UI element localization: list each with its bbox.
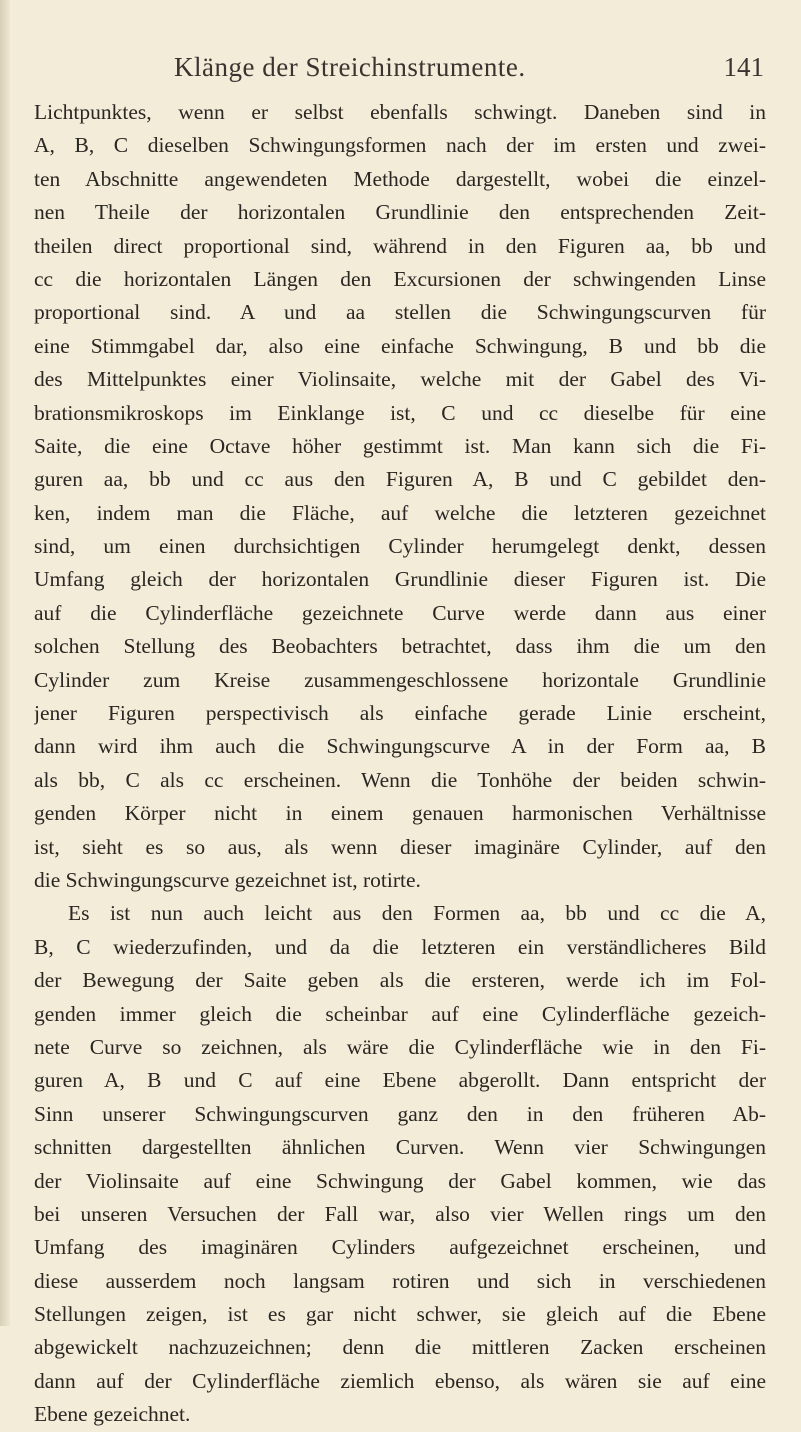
text-line: ten Abschnitte angewendeten Methode dargestellt, wobei die einzel-	[34, 166, 766, 191]
paragraph-end-line: die Schwingungscurve gezeichnet ist, rotirte.	[34, 867, 421, 892]
body-text	[34, 96, 766, 1432]
text-line: guren aa, bb und cc aus den Figuren A, B und C gebildet den-	[34, 467, 766, 492]
text-line: Umfang des imaginären Cylinders aufgezeichnet erscheinen, und	[34, 1235, 766, 1260]
text-line: Lichtpunktes, wenn er selbst ebenfalls schwingt. Daneben sind in	[34, 100, 766, 124]
page-edge	[0, 0, 10, 1326]
text-line: jener Figuren perspectivisch als einfache gerade Linie erscheint,	[34, 701, 766, 726]
text-line: genden Körper nicht in einem genauen harmonischen Verhältnisse	[34, 801, 766, 826]
text-line: dann wird ihm auch die Schwingungscurve A in der Form aa, B	[34, 734, 766, 759]
text-line: nen Theile der horizontalen Grundlinie den entsprechenden Zeit-	[34, 200, 766, 225]
text-line: ken, indem man die Fläche, auf welche die letzteren gezeichnet	[34, 500, 766, 525]
text-line: nete Curve so zeichnen, als wäre die Cylinderfläche wie in den Fi-	[34, 1034, 766, 1059]
running-title: Klänge der Streichinstrumente.	[174, 52, 526, 82]
text-line: abgewickelt nachzuzeichnen; denn die mittleren Zacken erscheinen	[34, 1335, 766, 1360]
text-line: A, B, C dieselben Schwingungsformen nach der im ersten und zwei-	[34, 133, 766, 158]
text-line: ist, sieht es so aus, als wenn dieser imaginäre Cylinder, auf den	[34, 834, 766, 859]
text-line: als bb, C als cc erscheinen. Wenn die Tonhöhe der beiden schwin-	[34, 767, 766, 792]
text-line: theilen direct proportional sind, während in den Figuren aa, bb und	[34, 233, 766, 258]
text-line: des Mittelpunktes einer Violinsaite, welche mit der Gabel des Vi-	[34, 367, 766, 392]
text-line: Cylinder zum Kreise zusammengeschlossene horizontale Grundlinie	[34, 667, 766, 692]
text-line: solchen Stellung des Beobachters betrachtet, dass ihm die um den	[34, 634, 766, 659]
text-line: eine Stimmgabel dar, also eine einfache Schwingung, B und bb die	[34, 333, 766, 358]
text-line: genden immer gleich die scheinbar auf eine Cylinderfläche gezeich-	[34, 1001, 766, 1026]
text-line: proportional sind. A und aa stellen die Schwingungscurven für	[34, 300, 766, 325]
page-number: 141	[723, 52, 764, 82]
text-line: dann auf der Cylinderfläche ziemlich ebenso, als wären sie auf eine	[34, 1368, 766, 1393]
text-line: brationsmikroskops im Einklange ist, C und cc dieselbe für eine	[34, 400, 766, 425]
text-line: guren A, B und C auf eine Ebene abgerollt. Dann entspricht der	[34, 1068, 766, 1093]
text-line: cc die horizontalen Längen den Excursionen der schwingenden Linse	[34, 266, 766, 291]
text-line: Stellungen zeigen, ist es gar nicht schwer, sie gleich auf die Ebene	[34, 1302, 766, 1327]
text-line: bei unseren Versuchen der Fall war, also vier Wellen rings um den	[34, 1201, 766, 1226]
text-line: schnitten dargestellten ähnlichen Curven. Wenn vier Schwingungen	[34, 1135, 766, 1160]
text-line: sind, um einen durchsichtigen Cylinder herumgelegt denkt, dessen	[34, 534, 766, 559]
text-line: der Bewegung der Saite geben als die ersteren, werde ich im Fol-	[34, 968, 766, 993]
text-line: Sinn unserer Schwingungscurven ganz den in den früheren Ab-	[34, 1101, 766, 1126]
page-header	[34, 52, 764, 92]
paragraph-end-line: Ebene gezeichnet.	[34, 1402, 191, 1427]
text-line: Umfang gleich der horizontalen Grundlinie dieser Figuren ist. Die	[34, 567, 766, 592]
text-line: Saite, die eine Octave höher gestimmt ist. Man kann sich die Fi-	[34, 433, 766, 458]
text-line: B, C wiederzufinden, und da die letzteren ein verständlicheres Bild	[34, 934, 766, 959]
text-line: auf die Cylinderfläche gezeichnete Curve werde dann aus einer	[34, 600, 766, 625]
text-line: der Violinsaite auf eine Schwingung der Gabel kommen, wie das	[34, 1168, 766, 1193]
paragraph-start-line: Es ist nun auch leicht aus den Formen aa, bb und cc die A,	[68, 901, 766, 926]
text-line: diese ausserdem noch langsam rotiren und sich in verschiedenen	[34, 1268, 766, 1293]
